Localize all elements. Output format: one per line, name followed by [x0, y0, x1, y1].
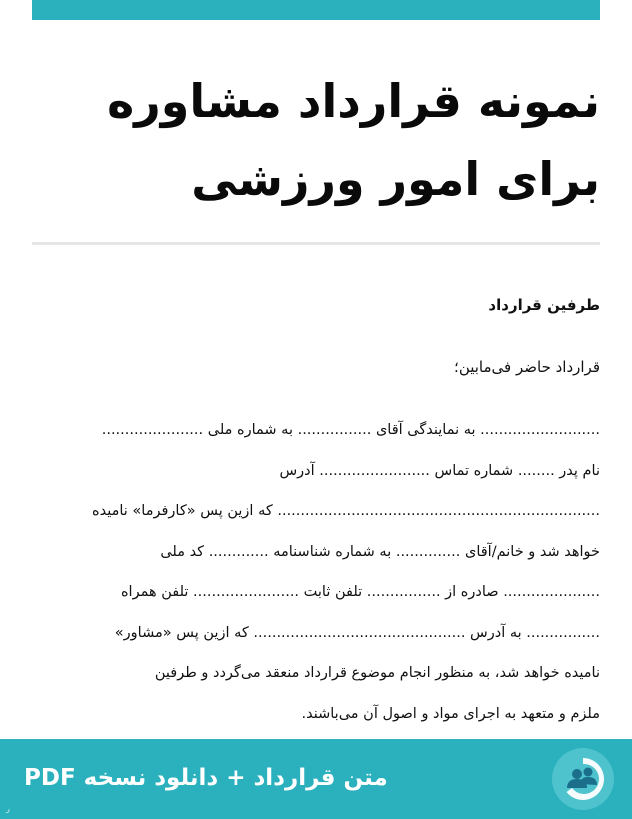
- page-title: [32, 62, 600, 218]
- people-logo-icon: [552, 748, 614, 810]
- title-divider: [32, 242, 600, 245]
- page-title-line-1: نمونه قرارداد مشاوره: [107, 74, 600, 128]
- contract-line: ...................................................................... که ازین پس «کارفرما» نامیده: [92, 503, 600, 519]
- intro-text: قرارداد حاضر فی‌مابین؛: [454, 358, 600, 376]
- contract-line: ..................... صادره از ................ تلفن ثابت ....................... تلفن همراه: [120, 584, 600, 600]
- contract-line: نام پدر ........ شماره تماس ........................ آدرس: [279, 462, 600, 479]
- section-heading: طرفین قرارداد: [488, 296, 600, 314]
- contract-body: [40, 417, 600, 741]
- contract-line: خواهد شد و خانم/آقای .............. به شماره شناسنامه ............. کد ملی: [160, 543, 600, 560]
- contract-line: ملزم و متعهد به اجرای مواد و اصول آن می‌باشند.: [301, 705, 600, 722]
- top-accent-bar: [32, 0, 600, 20]
- contract-line: ................ به آدرس .............................................. که ازین پس «مشاور»: [114, 624, 600, 641]
- contract-line: .......................... به نمایندگی آقای ................ به شماره ملی ......................: [101, 422, 600, 438]
- download-cta-text[interactable]: متن قرارداد + دانلود نسخه PDF: [24, 765, 388, 791]
- page-title-line-2: برای امور ورزشی: [191, 152, 600, 206]
- corner-mark: ر: [6, 804, 10, 813]
- contract-line: نامیده خواهد شد، به منظور انجام موضوع قرارداد منعقد می‌گردد و طرفین: [154, 665, 600, 681]
- download-banner[interactable]: [0, 739, 632, 819]
